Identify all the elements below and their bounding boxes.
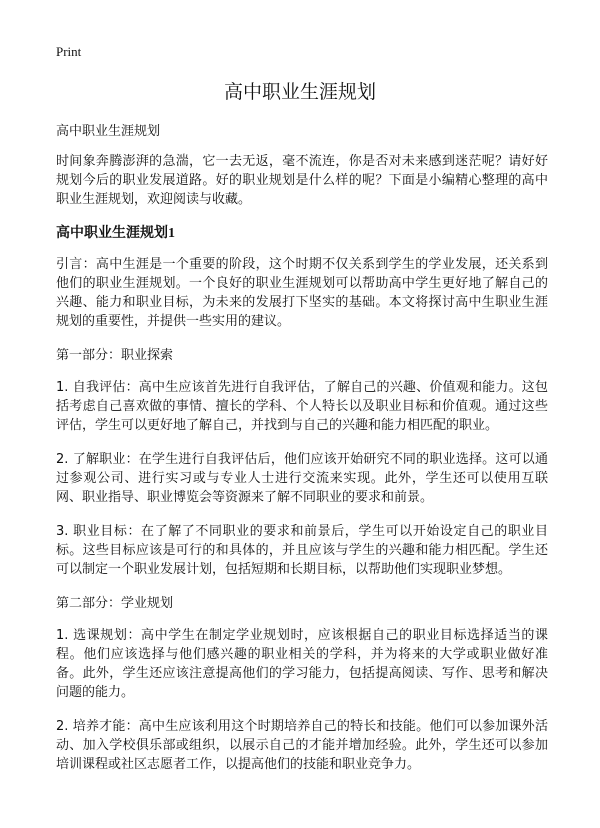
part2-heading: 第二部分：学业规划 <box>56 596 174 611</box>
document-subtitle: 高中职业生涯规划 <box>56 124 161 139</box>
part2-item-2: 2. 培养才能：高中生应该利用这个时期培养自己的特长和技能。他们可以参加课外活动、加入学校俱乐部或组织，以展示自己的才能并增加经验。此外，学生还可以参加培训课程或社区志愿者工作，以提高他们的技能和职业竞争力。 <box>56 719 548 772</box>
part1-item-3: 3. 职业目标：在了解了不同职业的要求和前景后，学生可以开始设定自己的职业目标。这些目标应该是可行的和具体的，并且应该与学生的兴趣和能力相匹配。学生还可以制定一个职业发展计划，包括短期和长期目标，以帮助他们实现职业梦想。 <box>56 524 548 577</box>
part1-item-2: 2. 了解职业：在学生进行自我评估后，他们应该开始研究不同的职业选择。这可以通过参观公司、进行实习或与专业人士进行交流来实现。此外，学生还可以使用互联网、职业指导、职业博览会等资源来了解不同职业的要求和前景。 <box>56 452 548 505</box>
part1-item-1: 1. 自我评估：高中生应该首先进行自我评估，了解自己的兴趣、价值观和能力。这包括考虑自己喜欢做的事情、擅长的学科、个人特长以及职业目标和价值观。通过这些评估，学生可以更好地了解自己，并找到与自己的兴趣和能力相匹配的职业。 <box>56 380 548 433</box>
document-body <box>56 122 548 789</box>
print-link[interactable]: Print <box>56 44 82 59</box>
page-title: 高中职业生涯规划 <box>223 81 376 103</box>
part2-item-1: 1. 选课规划：高中学生在制定学业规划时，应该根据自己的职业目标选择适当的课程。他们应该选择与他们感兴趣的职业相关的学科，并为将来的大学或职业做好准备。此外，学生还应该注意提高他们的学习能力，包括提高阅读、写作、思考和解决问题的能力。 <box>56 628 548 700</box>
section-heading: 高中职业生涯规划1 <box>56 226 175 241</box>
part1-heading: 第一部分：职业探索 <box>56 348 174 363</box>
intro-paragraph: 时间象奔腾澎湃的急湍，它一去无返，毫不流连，你是否对未来感到迷茫呢？请好好规划今后的职业发展道路。好的职业规划是什么样的呢？下面是小编精心整理的高中职业生涯规划，欢迎阅读与收藏。 <box>56 154 548 207</box>
lead-paragraph: 引言：高中生涯是一个重要的阶段，这个时期不仅关系到学生的学业发展，还关系到他们的职业生涯规划。一个良好的职业生涯规划可以帮助高中学生更好地了解自己的兴趣、能力和职业目标，为未来的发展打下坚实的基础。本文将探讨高中生职业生涯规划的重要性，并提供一些实用的建议。 <box>56 257 548 329</box>
